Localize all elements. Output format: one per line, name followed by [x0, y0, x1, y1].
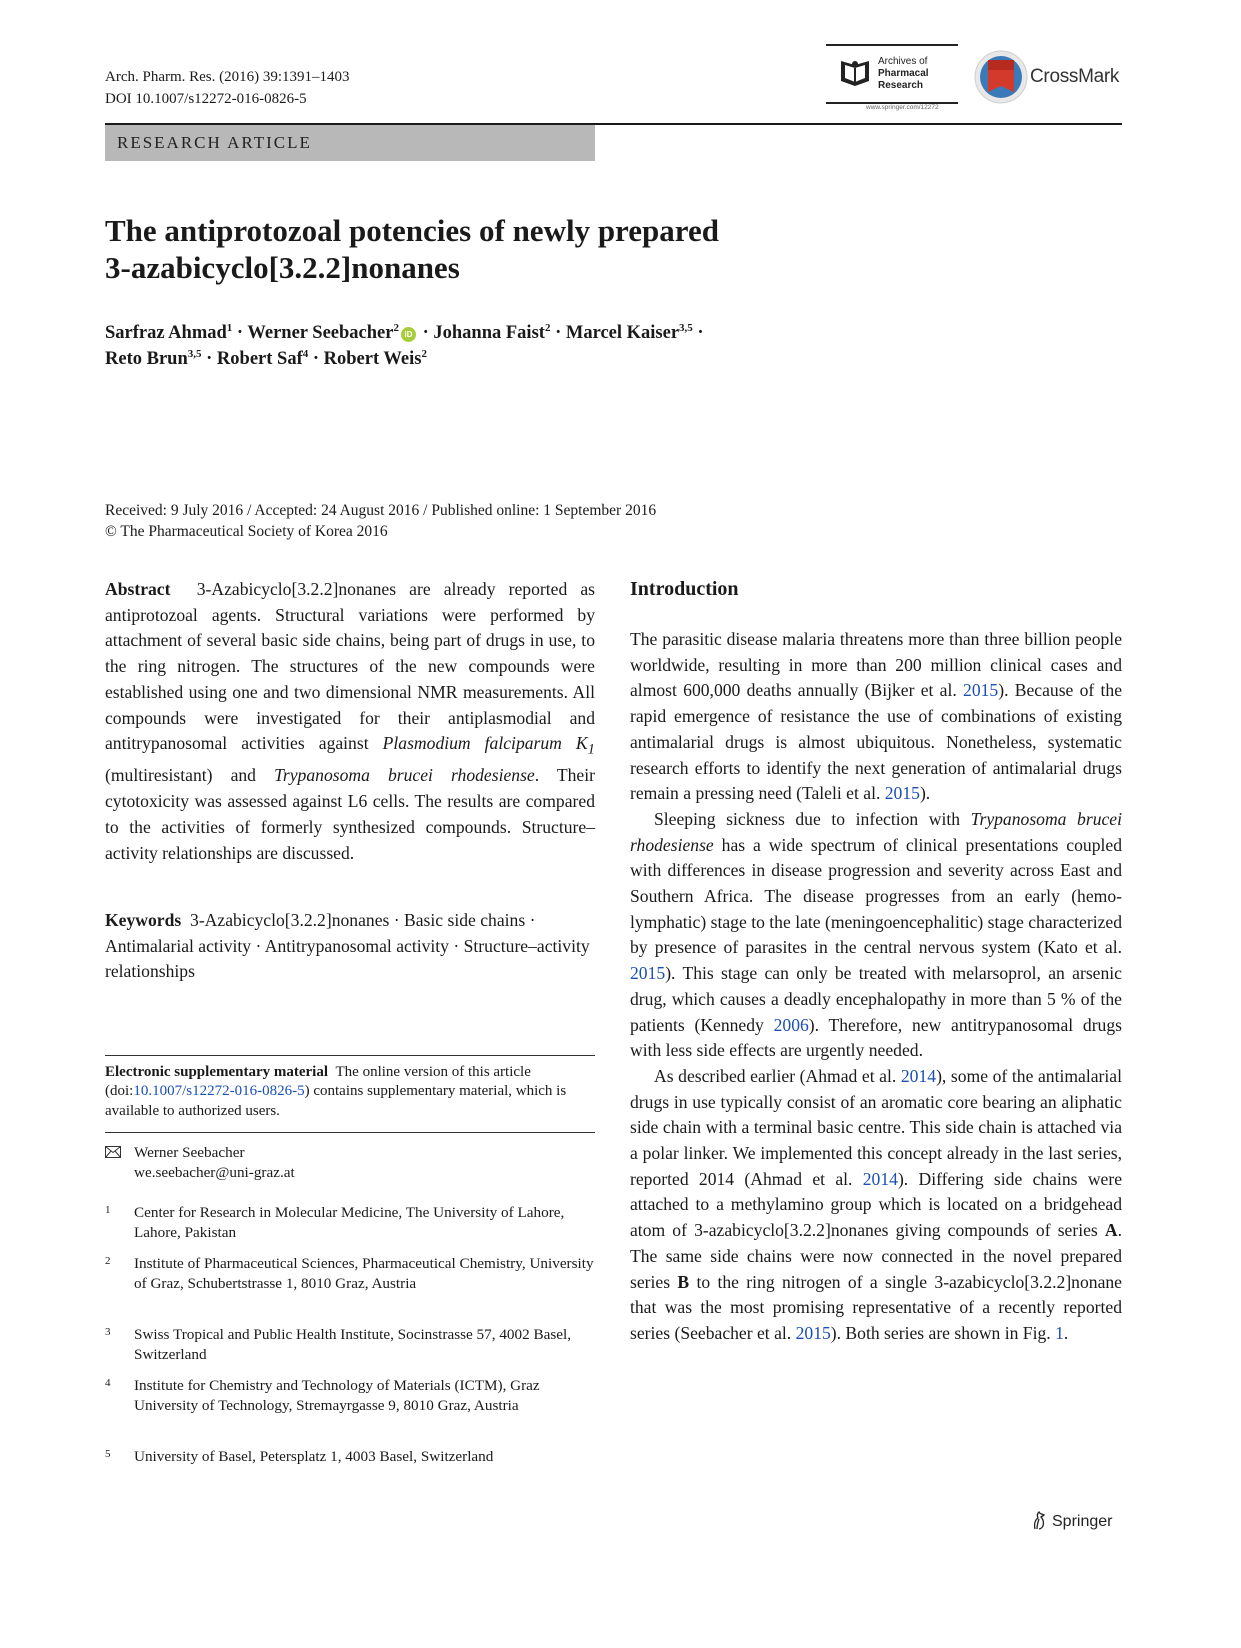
author-name[interactable]: Johanna Faist [433, 323, 545, 343]
figure-link[interactable]: 1 [1055, 1322, 1064, 1343]
received-date: Received: 9 July 2016 [105, 502, 244, 519]
date-separator: / [419, 502, 432, 519]
abstract-label: Abstract [105, 579, 171, 599]
series-label: B [677, 1271, 690, 1292]
author-name[interactable]: Robert Saf [216, 349, 303, 369]
intro-paragraph-3 [630, 1064, 1122, 1347]
intro-text: ). Differing side chains were attached to a methylamino group which is located on a bridgehead atom of 3-azabicyclo[3.2.2]nonanes giving compounds of series [630, 1168, 1122, 1241]
title-line-2: 3-azabicyclo[3.2.2]nonanes [105, 250, 460, 285]
affiliation-number: 1 [105, 1204, 111, 1216]
published-date: Published online: 1 September 2016 [431, 502, 657, 519]
intro-text: to the ring nitrogen of a single 3-azabicyclo[3.2.2]nonane that was the most promising representative of a recently reported series (Seebacher et al. [630, 1271, 1122, 1343]
crossmark-label: CrossMark [1030, 66, 1120, 87]
intro-text: As described earlier (Ahmad et al. [654, 1065, 901, 1086]
series-label: A [1104, 1220, 1118, 1241]
author-separator: · [692, 323, 704, 343]
affiliation-text: University of Basel, Petersplatz 1, 4003 Basel, Switzerland [134, 1448, 494, 1465]
citation-link[interactable]: 2014 [900, 1065, 937, 1086]
author-name[interactable]: Werner Seebacher [247, 323, 394, 343]
journal-citation: Arch. Pharm. Res. (2016) 39:1391–1403 [105, 69, 350, 85]
author-affiliation-ref[interactable]: 4 [302, 348, 309, 360]
journal-name-line3: Research [878, 80, 924, 91]
abstract-text: 3-Azabicyclo[3.2.2]nonanes are already reported as antiprotozoal agents. Structural variations were performed by attachment of several basic side chains, being part of drugs in use, to the ring nitrogen. The structures of the new compounds were established using one and two dimensional NMR measurements. All compounds were investigated for their antiplasmodial and antitrypanosomal activities against [105, 579, 596, 754]
springer-horse-icon [1031, 1510, 1048, 1530]
journal-name-line1: Archives of [878, 56, 928, 67]
intro-text: ). [919, 783, 931, 804]
keywords [105, 908, 595, 985]
intro-text: . [1063, 1322, 1069, 1343]
intro-text: ). This stage can only be treated with melarsoprol, an arsenic drug, which causes a deadly encephalopathy in more than 5 % of the patients (Kennedy [630, 963, 1122, 1035]
author-name[interactable]: Robert Weis [323, 349, 422, 369]
author-name[interactable]: Reto Brun [105, 349, 188, 369]
author-affiliation-ref[interactable]: 3,5 [187, 348, 202, 360]
intro-text: ). Therefore, new antitrypanosomal drugs with less side effects are urgently needed. [630, 1014, 1123, 1061]
abstract-text: . Their cytotoxicity was assessed against L6 cells. The results are compared to the activities of formerly synthesized compounds. Structure–activity relationships are discussed. [105, 765, 595, 863]
esm-rule-bottom [105, 1132, 595, 1133]
introduction-heading: Introduction [630, 578, 739, 600]
keywords-label: Keywords [105, 910, 182, 930]
publication-dates [105, 500, 656, 542]
author-separator: · [550, 323, 566, 343]
esm-rule-top [105, 1055, 595, 1056]
affiliation-text: Institute for Chemistry and Technology of Materials (ICTM), Graz University of Technology, Stremayrgasse 9, 8010 Graz, Austria [134, 1377, 540, 1414]
intro-text: Sleeping sickness due to infection with [654, 808, 971, 829]
paper-title [105, 212, 905, 286]
affiliation-item [105, 1447, 595, 1467]
title-line-1: The antiprotozoal potencies of newly prepared [105, 213, 719, 248]
author-affiliation-ref[interactable]: 3,5 [679, 322, 693, 334]
intro-text: ). Both series are shown in Fig. [830, 1322, 1056, 1343]
orcid-icon[interactable]: iD [401, 327, 416, 342]
esm-doi-link[interactable]: 10.1007/s12272-016-0826-5 [133, 1083, 305, 1100]
journal-citation-block [105, 66, 350, 110]
affiliation-text: Swiss Tropical and Public Health Institute, Socinstrasse 57, 4002 Basel, Switzerland [134, 1326, 572, 1363]
citation-link[interactable]: 2006 [773, 1014, 809, 1035]
author-separator: · [417, 323, 434, 343]
date-separator: / [243, 502, 255, 519]
doi-line: DOI 10.1007/s12272-016-0826-5 [105, 91, 307, 107]
author-affiliation-ref[interactable]: 1 [226, 322, 233, 334]
citation-link[interactable]: 2015 [795, 1322, 831, 1343]
author-affiliation-ref[interactable]: 2 [393, 322, 399, 334]
author-affiliation-ref[interactable]: 2 [421, 348, 427, 360]
intro-paragraph-2 [630, 807, 1122, 1064]
corresponding-author-email[interactable]: we.seebacher@uni-graz.at [134, 1164, 295, 1181]
corresponding-author [105, 1143, 595, 1183]
intro-paragraph-1 [630, 627, 1122, 807]
citation-link[interactable]: 2015 [963, 680, 999, 701]
intro-text: ). Because of the rapid emergence of resistance the use of combinations of existing antimalarial drugs is almost ubiquitous. Nonetheless, systematic research efforts to identify the next generation of antimalarial drugs remain a pressing need (Taleli et al. [630, 680, 1122, 804]
intro-text: has a wide spectrum of clinical presentations coupled with differences in disease progression and severity across East and Southern Africa. The disease progresses from an early (hemo-lymphatic) stage to the late (meningoencephalitic) stage characterized by presence of parasites in the central nervous system (Kato et al. [630, 834, 1122, 958]
author-name[interactable]: Marcel Kaiser [565, 323, 680, 343]
strain-subscript: 1 [587, 741, 595, 758]
intro-text: The parasitic disease malaria threatens more than three billion people worldwide, resulting in more than 200 million clinical cases and almost 600,000 deaths annually (Bijker et al. [630, 629, 1122, 701]
author-list [105, 320, 1005, 372]
introduction-section [630, 576, 1122, 1347]
logo-rule-top [826, 44, 958, 46]
esm-text: The online version of this article (doi: [105, 1064, 531, 1100]
accepted-date: Accepted: 24 August 2016 [254, 502, 420, 519]
affiliation-item [105, 1254, 595, 1294]
affiliation-number: 3 [105, 1326, 111, 1338]
journal-name [878, 56, 929, 92]
crossmark-badge[interactable] [974, 48, 1124, 108]
journal-logo[interactable] [826, 44, 958, 114]
affiliation-text: Center for Research in Molecular Medicine, The University of Lahore, Lahore, Pakistan [134, 1204, 565, 1241]
intro-text: ), some of the antimalarial drugs in use typically consist of an aromatic core bearing an aliphatic side chain with a terminal basic centre. This side chain is attached via a polar linker. We implemented this concept already in the last series, reported 2014 (Ahmad et al. [630, 1065, 1122, 1189]
keywords-text: 3-Azabicyclo[3.2.2]nonanes · Basic side chains · Antimalarial activity · Antitrypanosomal activity · Structure–activity relationships [105, 910, 590, 982]
author-separator: · [232, 323, 248, 343]
abstract-text: (multiresistant) and [105, 765, 275, 786]
author-separator: · [201, 349, 217, 369]
abstract [105, 577, 595, 866]
citation-link[interactable]: 2015 [630, 963, 666, 984]
author-affiliation-ref[interactable]: 2 [544, 322, 551, 334]
species-name: Trypanosoma brucei rhodesiense [274, 765, 535, 786]
affiliation-item [105, 1325, 595, 1365]
affiliation-item [105, 1203, 595, 1243]
esm-label: Electronic supplementary material [105, 1064, 329, 1080]
affiliation-number: 4 [105, 1377, 111, 1389]
open-book-icon [838, 59, 872, 89]
affiliation-number: 5 [105, 1448, 111, 1460]
species-name: Trypanosoma brucei rhodesiense [630, 808, 1122, 855]
affiliation-item [105, 1376, 595, 1416]
dates-line [105, 500, 656, 521]
citation-link[interactable]: 2014 [862, 1168, 898, 1189]
supplementary-material-note [105, 1063, 595, 1121]
publisher-logo [1031, 1510, 1112, 1531]
crossmark-icon [974, 48, 1028, 106]
author-separator: · [308, 349, 324, 369]
envelope-icon [105, 1146, 121, 1158]
affiliation-text: Institute of Pharmaceutical Sciences, Pharmaceutical Chemistry, University of Graz, Schubertstrasse 1, 8010 Graz, Austria [134, 1255, 594, 1292]
copyright-line: © The Pharmaceutical Society of Korea 2016 [105, 523, 388, 540]
intro-text: . The same side chains were now connected in the novel prepared series [630, 1220, 1122, 1292]
publisher-name: Springer [1052, 1513, 1113, 1530]
esm-text: ) contains supplementary material, which is available to authorized users. [105, 1083, 567, 1119]
species-name: Plasmodium falciparum K [382, 733, 588, 754]
affiliation-number: 2 [105, 1255, 111, 1267]
citation-link[interactable]: 2015 [884, 783, 920, 804]
author-name[interactable]: Sarfraz Ahmad [105, 323, 227, 343]
journal-name-line2: Pharmacal [878, 68, 929, 79]
journal-url[interactable]: www.springer.com/12272 [866, 104, 939, 111]
corresponding-author-name: Werner Seebacher [134, 1144, 245, 1161]
article-type-band: RESEARCH ARTICLE [105, 125, 595, 161]
